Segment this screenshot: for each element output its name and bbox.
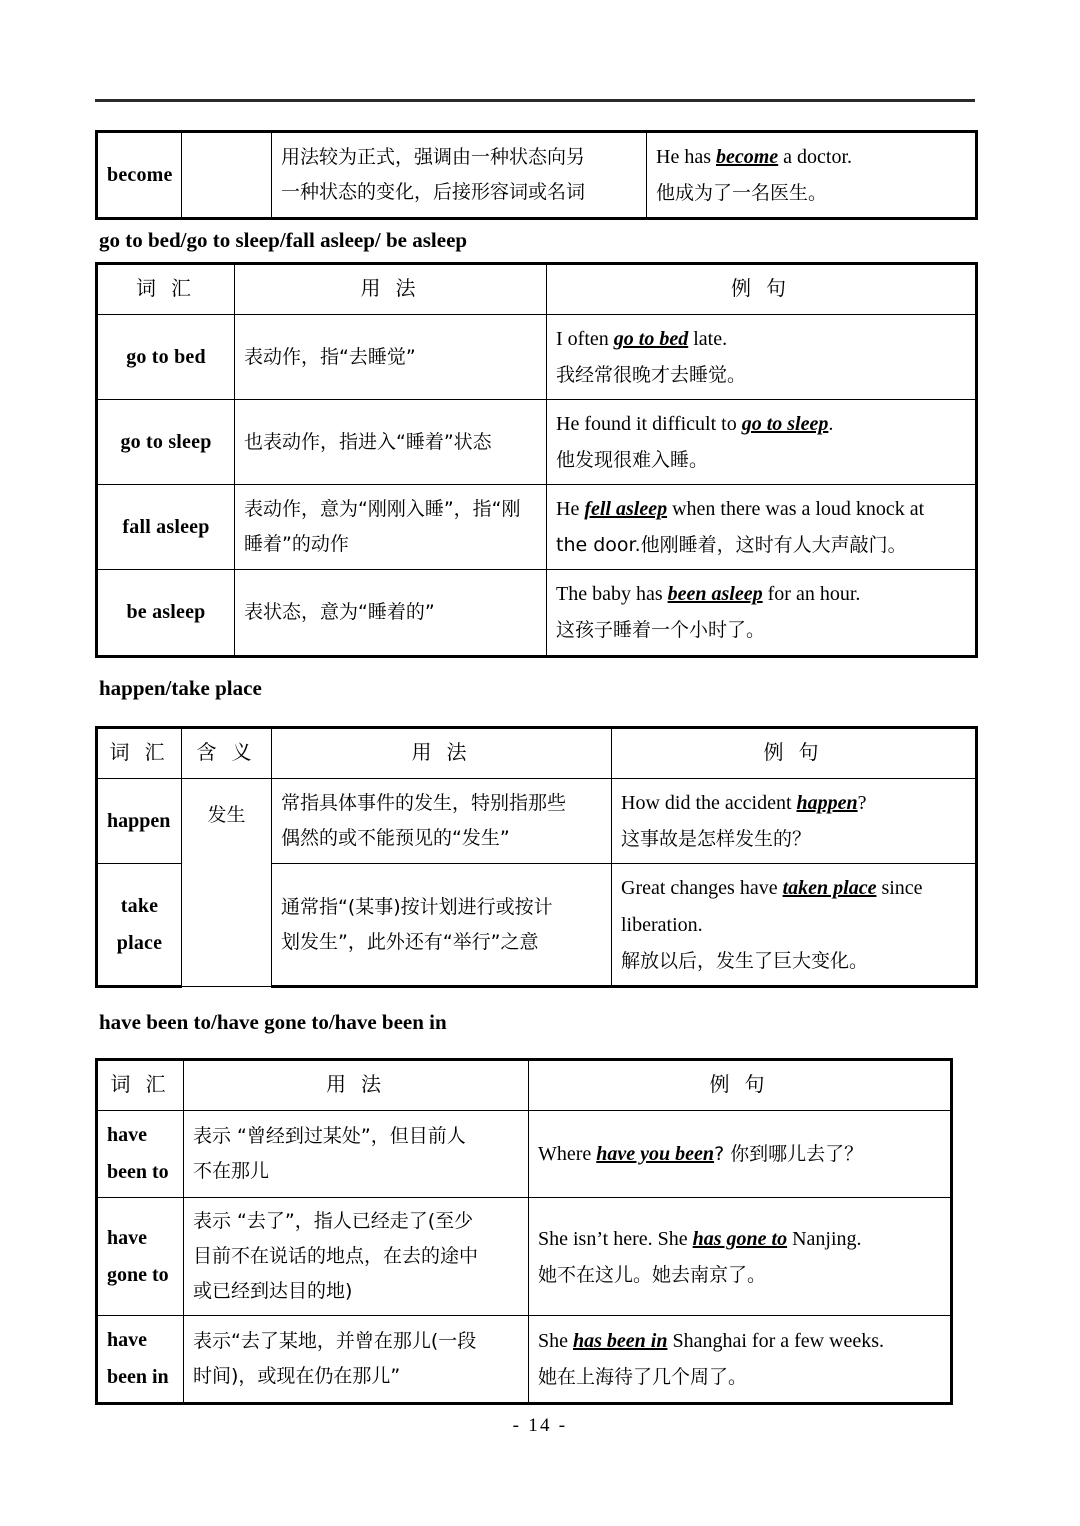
term-cell — [97, 1111, 184, 1198]
term-cell — [97, 1316, 184, 1404]
term-cell: go to bed — [97, 315, 235, 400]
example-cell — [529, 1198, 952, 1316]
example-keyword: go to sleep — [741, 413, 829, 436]
usage-line: 表动作，指“去睡觉” — [244, 345, 416, 368]
table-header-row — [97, 264, 977, 315]
usage-cell — [235, 570, 547, 656]
example-keyword: has gone to — [692, 1227, 788, 1250]
usage-cell — [272, 864, 612, 987]
example-keyword: been asleep — [667, 583, 763, 606]
example-line-cn: 她在上海待了几个周了。 — [538, 1366, 748, 1389]
example-pre: Where — [538, 1142, 597, 1165]
table-been — [95, 1058, 953, 1405]
example-line-cn: 他发现很难入睡。 — [556, 449, 709, 472]
example-line-cn: 我经常很晚才去睡觉。 — [556, 364, 747, 386]
header-rule — [95, 99, 975, 102]
example-pre: The baby has — [556, 583, 668, 606]
usage-line: 常指具体事件的发生，特别指那些 — [281, 791, 567, 814]
term-line: been to — [107, 1161, 169, 1183]
example-post: . — [828, 413, 834, 436]
example-pre: How did the accident — [621, 792, 797, 814]
usage-line: 表示“去了某地，并曾在那儿(一段 — [193, 1330, 477, 1353]
example-keyword: has been in — [573, 1330, 668, 1353]
example-post: late. — [688, 328, 728, 350]
example-cell — [529, 1316, 952, 1404]
example-post: ? — [857, 792, 867, 814]
usage-cell — [184, 1316, 529, 1404]
table-sleep — [95, 262, 978, 658]
example-line — [538, 1323, 941, 1360]
usage-cell — [235, 485, 547, 570]
example-post: ? 你到哪儿去了？ — [714, 1142, 864, 1165]
header-cell-example: 例 句 — [612, 728, 977, 779]
example-post: Nanjing. — [787, 1227, 862, 1250]
page-number: - 14 - — [512, 1415, 568, 1436]
example-pre: He has — [656, 146, 716, 168]
table-row — [97, 1198, 952, 1316]
usage-line: 时间)，或现在仍在那儿” — [193, 1365, 401, 1388]
example-pre: She isn’t here. She — [538, 1227, 693, 1250]
table-row — [97, 1111, 952, 1198]
example-post: when there was a loud knock at — [667, 498, 925, 521]
table-row — [97, 132, 977, 219]
example-pre: Great changes have — [621, 877, 783, 900]
table-row — [97, 1316, 952, 1404]
usage-line: 表示 “曾经到过某处”，但目前人 — [193, 1124, 466, 1147]
table-row — [97, 400, 977, 485]
table-happen — [95, 726, 978, 988]
usage-line: 或已经到达目的地) — [193, 1280, 353, 1303]
example-cell — [647, 132, 977, 219]
term-line: have — [107, 1226, 147, 1249]
header-cell-usage: 用 法 — [184, 1060, 529, 1111]
header-cell-term: 词 汇 — [97, 264, 235, 315]
header-cell-example: 例 句 — [529, 1060, 952, 1111]
example-keyword: go to bed — [613, 328, 689, 350]
usage-cell — [235, 315, 547, 400]
table-row — [97, 779, 977, 864]
example-pre: She — [538, 1330, 573, 1353]
example-pre: He — [556, 498, 585, 521]
header-cell-term: 词 汇 — [97, 1060, 184, 1111]
usage-cell — [272, 779, 612, 864]
example-line-cn: 他成为了一名医生。 — [656, 182, 828, 204]
meaning-cell — [182, 132, 272, 219]
table-row — [97, 485, 977, 570]
usage-cell — [184, 1198, 529, 1316]
usage-line: 偶然的或不能预见的“发生” — [281, 827, 510, 850]
term-cell: go to sleep — [97, 400, 235, 485]
example-line-cn: 解放以后，发生了巨大变化。 — [621, 950, 869, 973]
term-line: have — [107, 1329, 147, 1352]
usage-line: 表动作，意为“刚刚入睡”，指“刚 — [244, 498, 521, 521]
section-heading-happen: happen/take place — [99, 676, 262, 700]
term-cell: become — [97, 132, 182, 219]
example-line-cn: 这事故是怎样发生的？ — [621, 828, 812, 850]
example-line — [538, 1221, 941, 1258]
usage-cell — [272, 132, 647, 219]
example-line-cn: 她不在这儿。她去南京了。 — [538, 1263, 767, 1286]
example-post: since — [876, 877, 923, 900]
example-keyword: fell asleep — [584, 498, 668, 521]
header-cell-term: 词 汇 — [97, 728, 182, 779]
example-keyword: happen — [796, 792, 858, 814]
header-cell-meaning: 含 义 — [182, 728, 272, 779]
usage-line: 一种状态的变化，后接形容词或名词 — [281, 181, 586, 204]
example-pre: He found it difficult to — [556, 413, 742, 436]
table-become — [95, 130, 978, 220]
example-line — [621, 785, 966, 822]
header-cell-usage: 用 法 — [272, 728, 612, 779]
usage-cell — [184, 1111, 529, 1198]
section-heading-sleep: go to bed/go to sleep/fall asleep/ be asleep — [99, 228, 468, 252]
example-line: liberation. — [621, 914, 703, 937]
term-cell: happen — [97, 779, 182, 864]
usage-line: 用法较为正式，强调由一种状态向另 — [281, 145, 586, 168]
term-line: have — [107, 1124, 147, 1146]
example-keyword: have you been — [596, 1142, 715, 1165]
example-line — [538, 1136, 941, 1173]
usage-line: 也表动作，指进入“睡着”状态 — [244, 430, 492, 453]
example-cell — [547, 570, 977, 656]
example-line — [556, 321, 966, 358]
example-cell — [612, 864, 977, 987]
example-line — [556, 491, 966, 528]
example-keyword: taken place — [782, 877, 877, 900]
example-keyword: become — [715, 146, 779, 168]
example-cell — [612, 779, 977, 864]
example-line — [656, 139, 966, 176]
table-header-row — [97, 1060, 952, 1111]
table-header-row — [97, 728, 977, 779]
usage-line: 划发生”，此外还有“举行”之意 — [281, 930, 539, 953]
term-cell — [97, 1198, 184, 1316]
usage-line: 目前不在说话的地点，在去的途中 — [193, 1245, 479, 1268]
example-line — [621, 870, 966, 907]
term-cell — [97, 864, 182, 987]
term-cell: be asleep — [97, 570, 235, 656]
term-line: place — [116, 931, 163, 954]
usage-line: 表状态，意为“睡着的” — [244, 600, 435, 623]
usage-line: 通常指“(某事)按计划进行或按计 — [281, 895, 553, 918]
meaning-cell-merged — [182, 779, 272, 987]
example-post: Shanghai for a few weeks. — [667, 1330, 885, 1353]
example-line-cn: 这孩子睡着一个小时了。 — [556, 619, 766, 642]
usage-line: 表示 “去了”，指人已经走了(至少 — [193, 1210, 474, 1232]
header-cell-example: 例 句 — [547, 264, 977, 315]
example-line-cn: the door.他刚睡着，这时有人大声敲门。 — [556, 534, 907, 557]
usage-cell — [235, 400, 547, 485]
section-heading-been: have been to/have gone to/have been in — [99, 1010, 447, 1034]
usage-line: 不在那儿 — [193, 1160, 270, 1182]
example-line — [556, 576, 966, 613]
example-cell — [547, 400, 977, 485]
example-post: for an hour. — [762, 583, 861, 606]
header-cell-usage: 用 法 — [235, 264, 547, 315]
usage-line: 睡着”的动作 — [244, 533, 349, 556]
table-row — [97, 570, 977, 656]
table-row — [97, 315, 977, 400]
term-line: gone to — [107, 1263, 169, 1286]
example-pre: I often — [556, 328, 614, 350]
meaning-text: 发生 — [207, 804, 246, 826]
example-cell — [547, 485, 977, 570]
example-post: a doctor. — [778, 146, 853, 168]
term-cell: fall asleep — [97, 485, 235, 570]
example-cell — [529, 1111, 952, 1198]
term-line: take — [120, 894, 159, 917]
example-cell — [547, 315, 977, 400]
example-line — [556, 406, 966, 443]
term-line: been in — [107, 1366, 169, 1389]
